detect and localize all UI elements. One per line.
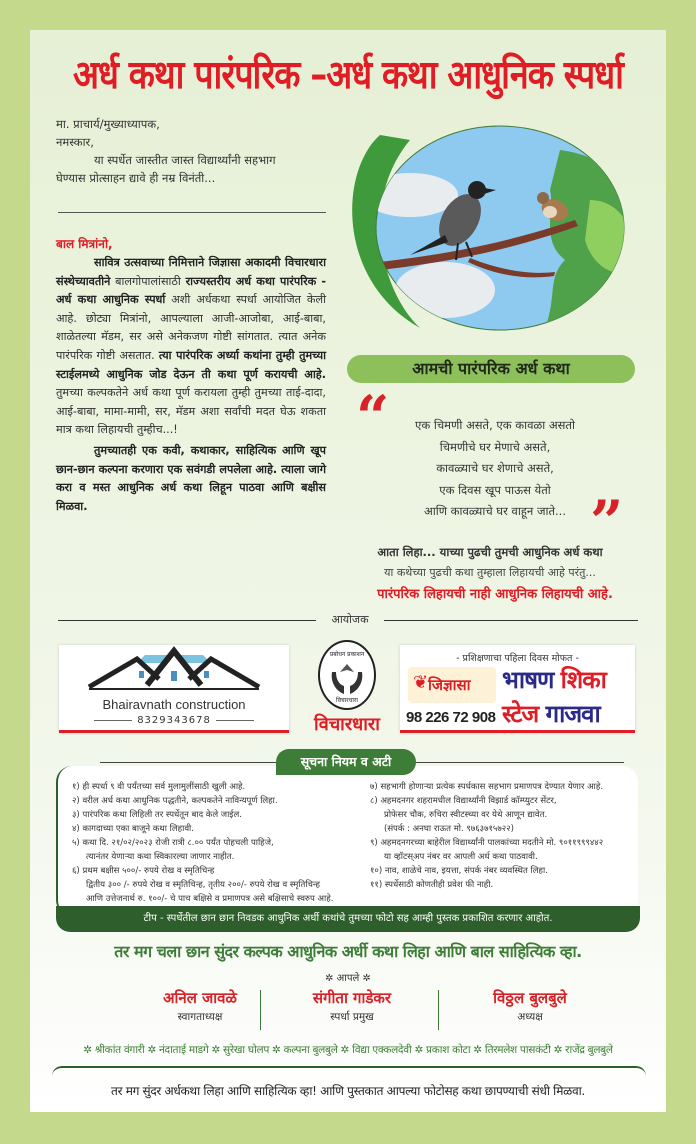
rules-divider-left bbox=[100, 762, 278, 763]
story-heading: आमची पारंपरिक अर्ध कथा bbox=[347, 355, 635, 383]
divider-right bbox=[384, 620, 638, 621]
footer-arc bbox=[52, 1066, 646, 1080]
crow-sparrow-illustration bbox=[340, 110, 640, 340]
rule-item: त्यानंतर येणाऱ्या कथा स्विकारल्या जाणार नाहीत. bbox=[86, 852, 235, 862]
rules-divider-right bbox=[414, 762, 624, 763]
poem-line: आणि कावळ्याचे घर वाहून जाते... bbox=[423, 504, 566, 518]
kids-paragraph-2: तुमच्यातही एक कवी, कथाकार, साहित्यिक आणि खूप छान-छान कल्पना करणारा एक सवंगडी लपलेला आहे. त्याला जागे करा व मस्त आधुनिक अर्ध कथा लिहून पाठवा आणि बक्षीस मिळवा. bbox=[56, 443, 326, 513]
slogan-word: गाजवा bbox=[545, 700, 600, 728]
rule-item: १०) नाव, शाळेचे नाव, इयत्ता, संपर्क नंबर व्यवस्थित लिहा. bbox=[370, 866, 548, 876]
text: तुमच्या कल्पकतेने अर्ध कथा पूर्ण करायला तुम्ही तुमच्या ताई-दादा, आई-बाबा, मामा-मामी, सर, मॅडम अशा सर्वांची मदत घेऊ शकता मात्र कथा लिहायची तुम्हीच...! bbox=[56, 386, 326, 437]
separator bbox=[438, 990, 439, 1030]
salutation: मा. प्राचार्य/मुख्याध्यापक, bbox=[56, 117, 160, 131]
rule-item: या व्हॉटस्अप नंबर वर आपली अर्ध कथा पाठवावी. bbox=[384, 852, 538, 862]
poem-line: चिमणीचे घर मेणाचे असते, bbox=[439, 439, 551, 454]
story-prompt-3: पारंपरिक लिहायची नाही आधुनिक लिहायची आहे. bbox=[377, 587, 613, 602]
aaple-label: ✲ आपले ✲ bbox=[325, 973, 371, 984]
kids-greeting: बाल मित्रांनो, bbox=[56, 237, 113, 251]
rule-item: ४) कागदाच्या एका बाजूने कथा लिहावी. bbox=[72, 824, 194, 834]
divider-left bbox=[58, 620, 316, 621]
bhairavnath-logo bbox=[59, 645, 289, 733]
person-name: अनिल जावळे bbox=[163, 989, 237, 1007]
request-line-1: या स्पर्धेत जास्तीत जास्त विद्यार्थ्यांनी सहभाग bbox=[94, 153, 276, 167]
organizers-label: आयोजक bbox=[331, 613, 369, 626]
leaf-icon: ❦ bbox=[413, 672, 429, 693]
story-prompt-1: आता लिहा... याच्या पुढची तुमची आधुनिक अर्ध कथा bbox=[377, 545, 603, 559]
person-card bbox=[262, 988, 442, 1024]
slogan-word: भाषण bbox=[502, 666, 561, 694]
slogan-word: स्टेज bbox=[502, 700, 546, 728]
kids-paragraph-1 bbox=[56, 254, 326, 516]
members-list: ✲ श्रीकांत वंगारी ✲ नंदाताई माडगे ✲ सुरेखा घोलप ✲ कल्पना बुलबुले ✲ विद्या एक्कलदेवी ✲ प्रकाश कोटा ✲ तिरमलेश पासकंटी ✲ राजेंद्र बुलबुले bbox=[83, 1044, 613, 1056]
rule-item: ९) अहमदनगरच्या बाहेरील विद्यार्थ्यांनी पालकांच्या मदतीने मो. ९०११९९९४४२ bbox=[370, 838, 604, 848]
rule-item: द्वितीय ३०० /- रुपये रोख व स्मृतिचिन्ह, तृतीय २००/- रुपये रोख व स्मृतिचिन्ह bbox=[86, 880, 320, 890]
rules-heading: सूचना नियम व अटी bbox=[276, 749, 416, 775]
rule-item: प्रोफेसर चौक, रुचिरा स्वीटस्च्या वर येथे आणून द्यावेत. bbox=[384, 810, 548, 820]
rules-note: टीप - स्पर्धेतील छान छान निवडक आधुनिक अर्धी कथांचे तुमच्या फोटो सह आम्ही पुस्तक प्रकाशित करणार आहोत. bbox=[56, 906, 640, 932]
jigyasa-phone: 98 226 72 908 bbox=[406, 709, 496, 726]
rule-item: ३) पारंपरिक कथा लिहिली तर स्पर्धेतून बाद केले जाईल. bbox=[72, 810, 242, 820]
request-line-2: घेण्यास प्रोत्साहन द्यावे ही नम्र विनंती... bbox=[56, 171, 216, 185]
bold-text: त्या पारंपरिक अर्ध्या कथांना तुम्ही तुमच्या स्टाईलमध्ये आधुनिक जोड देऊन ती कथा पूर्ण करायची आहे. bbox=[56, 348, 326, 381]
company-phone: 8329343678 bbox=[59, 715, 289, 726]
rule-item: ७) सहभागी होणाऱ्या प्रत्येक स्पर्धकास सहभाग प्रमाणपत्र देण्यात येणार आहे. bbox=[370, 782, 604, 792]
slogan-line-1 bbox=[502, 663, 606, 696]
text: बालगोपालांसाठी bbox=[110, 274, 186, 288]
person-card bbox=[440, 988, 620, 1024]
slogan-word: शिका bbox=[560, 666, 606, 694]
principal-letter bbox=[56, 115, 318, 187]
jigyasa-ad bbox=[400, 645, 635, 733]
jigyasa-brand bbox=[408, 667, 496, 703]
poem-line: कावळ्याचे घर शेणाचे असते, bbox=[436, 461, 554, 475]
person-role: अध्यक्ष bbox=[517, 1011, 543, 1023]
story-poem bbox=[380, 415, 610, 523]
house-roof-icon bbox=[59, 645, 289, 695]
footer-text: तर मग सुंदर अर्धकथा लिहा आणि साहित्यिक व्हा! आणि पुस्तकात आपल्या फोटोसह कथा छापण्याची संधी मिळवा. bbox=[111, 1084, 585, 1098]
rules-left-column bbox=[72, 780, 352, 906]
rule-item: ५) कथा दि. २१/०२/२०२३ रोजी रात्री ८.०० पर्यंत पोहचली पाहिजे, bbox=[72, 838, 274, 848]
poem-line: एक दिवस खूप पाऊस येतो bbox=[439, 482, 551, 497]
slogan-line-2 bbox=[502, 697, 600, 730]
divider bbox=[58, 212, 326, 213]
vichardhara-logo bbox=[300, 640, 394, 745]
call-to-action: तर मग चला छान सुंदर कल्पक आधुनिक अर्धी कथा लिहा आणि बाल साहित्यिक व्हा. bbox=[114, 942, 582, 961]
close-quote-icon: ” bbox=[590, 488, 624, 556]
person-role: स्वागताध्यक्ष bbox=[177, 1011, 223, 1023]
person-role: स्पर्धा प्रमुख bbox=[330, 1011, 374, 1023]
open-quote-icon: “ bbox=[356, 383, 390, 451]
poem-line: एक चिमणी असते, एक कावळा असतो bbox=[415, 418, 575, 432]
vichardhara-name: विचारधारा bbox=[314, 714, 380, 735]
rule-item: २) वरील अर्ध कथा आधुनिक पद्धतीने, कल्पकतेने नाविन्यपूर्ण लिहा. bbox=[72, 796, 278, 806]
rule-item: ८) अहमदनगर शहरामधील विद्यार्थ्यांनी विझार्ड कॉम्प्युटर सेंटर, bbox=[370, 796, 557, 806]
separator bbox=[260, 990, 261, 1030]
svg-text:प्रबोधन प्रकाशन: प्रबोधन प्रकाशन bbox=[329, 651, 365, 658]
bold-text: राज्यस्तरीय अर्ध कथा पारंपरिक - अर्ध कथा आधुनिक स्पर्धा bbox=[56, 274, 327, 307]
free-day-notice: - प्रशिक्षणाचा पहिला दिवस मोफत - bbox=[456, 653, 579, 664]
rule-item: ६) प्रथम बक्षीस ५००/- रुपये रोख व स्मृतिचिन्ह bbox=[72, 866, 215, 876]
rule-item: आणि उत्तेजनार्थ रु. १००/- चे पाच बक्षिसे व प्रमाणपत्र असे बक्षिसाचे स्वरुप आहे. bbox=[86, 894, 334, 904]
hands-dove-emblem-icon bbox=[318, 640, 376, 710]
greeting: नमस्कार, bbox=[56, 135, 94, 149]
rule-item: १) ही स्पर्धा ९ वी पर्यंतच्या सर्व मुलामुलींसाठी खुली आहे. bbox=[72, 782, 246, 792]
rule-item: (संपर्क : अनघा राऊत मो. ९७६३७१५७२२) bbox=[384, 824, 514, 834]
bold-text: सावित्र उत्सवाच्या निमित्ताने जिज्ञासा अकादमी विचारधारा संस्थेच्यावतीने bbox=[56, 256, 326, 288]
svg-text:विचारधारा: विचारधारा bbox=[336, 697, 358, 704]
text: अशी अर्धकथा स्पर्धा आयोजित केली आहे. छोट्या मित्रांनो, आपल्याला आजी-आजोबा, आई-बाबा, शाळेतल्या मॅडम, सर असे अनेकजण गोष्टी सांगतात. त्यात अनेक पारंपरिक गोष्टी असतात. bbox=[56, 293, 327, 362]
rules-right-column bbox=[370, 780, 640, 892]
company-name: Bhairavnath construction bbox=[102, 697, 246, 712]
jigyasa-name: जिज्ञासा bbox=[428, 676, 471, 694]
person-name: विठ्ठल बुलबुले bbox=[493, 989, 567, 1007]
person-name: संगीता गाडेकर bbox=[312, 989, 392, 1007]
story-prompt-2: या कथेच्या पुढची कथा तुम्हाला लिहायची आहे परंतु... bbox=[384, 566, 596, 579]
rule-item: ११) स्पर्धेसाठी कोणतीही प्रवेश फी नाही. bbox=[370, 880, 494, 890]
poster-title: अर्ध कथा पारंपरिक –अर्ध कथा आधुनिक स्पर्धा bbox=[73, 52, 623, 99]
